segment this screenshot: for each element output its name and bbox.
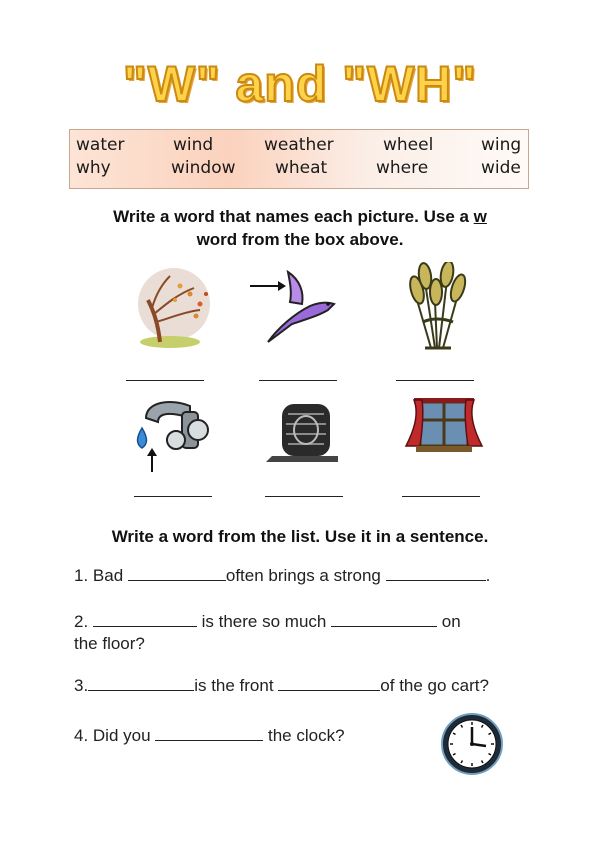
sentence-blank[interactable]	[88, 676, 194, 691]
wheel-tire-icon	[258, 390, 348, 480]
word-box	[69, 129, 529, 189]
underlined-letter: w	[473, 207, 487, 226]
word-row-2	[70, 158, 528, 182]
sentence-blank[interactable]	[93, 612, 197, 627]
word-item: wind	[173, 135, 214, 155]
sentence-1: 1. Bad often brings a strong .	[74, 566, 491, 585]
flying-bird-wing-icon	[248, 262, 338, 352]
worksheet-title: "W" and "WH"	[123, 56, 477, 112]
instruction-line-1: Write a word that names each picture. Use a w	[113, 207, 487, 226]
sentence-blank[interactable]	[331, 612, 437, 627]
word-item: why	[76, 158, 111, 178]
sentence-2: 2. is there so much on the floor?	[74, 612, 461, 653]
answer-line-1[interactable]	[126, 380, 204, 381]
word-item: wheel	[383, 135, 434, 155]
word-item: wheat	[275, 158, 328, 178]
sentence-blank[interactable]	[155, 726, 263, 741]
instruction-sentences: Write a word from the list. Use it in a sentence.	[111, 527, 489, 546]
word-item: weather	[264, 135, 334, 155]
wheat-icon	[395, 262, 485, 352]
wall-clock-icon	[440, 712, 504, 776]
sentence-blank[interactable]	[128, 566, 226, 581]
answer-line-3[interactable]	[396, 380, 474, 381]
instruction-line-2: word from the box above.	[196, 230, 404, 249]
word-item: where	[376, 158, 429, 178]
window-icon	[398, 388, 488, 478]
answer-line-2[interactable]	[259, 380, 337, 381]
answer-line-5[interactable]	[265, 496, 343, 497]
word-row-1	[70, 135, 528, 159]
sentence-4: 4. Did you the clock?	[74, 726, 345, 745]
word-item: water	[76, 135, 125, 155]
word-item: wide	[481, 158, 521, 178]
instruction-picture-words	[0, 205, 600, 251]
word-item: window	[171, 158, 236, 178]
water-tap-icon	[128, 388, 218, 478]
word-item: wing	[481, 135, 522, 155]
answer-line-4[interactable]	[134, 496, 212, 497]
sentence-blank[interactable]	[278, 676, 380, 691]
sentence-3: 3. is the front of the go cart?	[74, 676, 489, 695]
windy-tree-icon	[130, 264, 220, 354]
answer-line-6[interactable]	[402, 496, 480, 497]
sentence-blank[interactable]	[386, 566, 486, 581]
